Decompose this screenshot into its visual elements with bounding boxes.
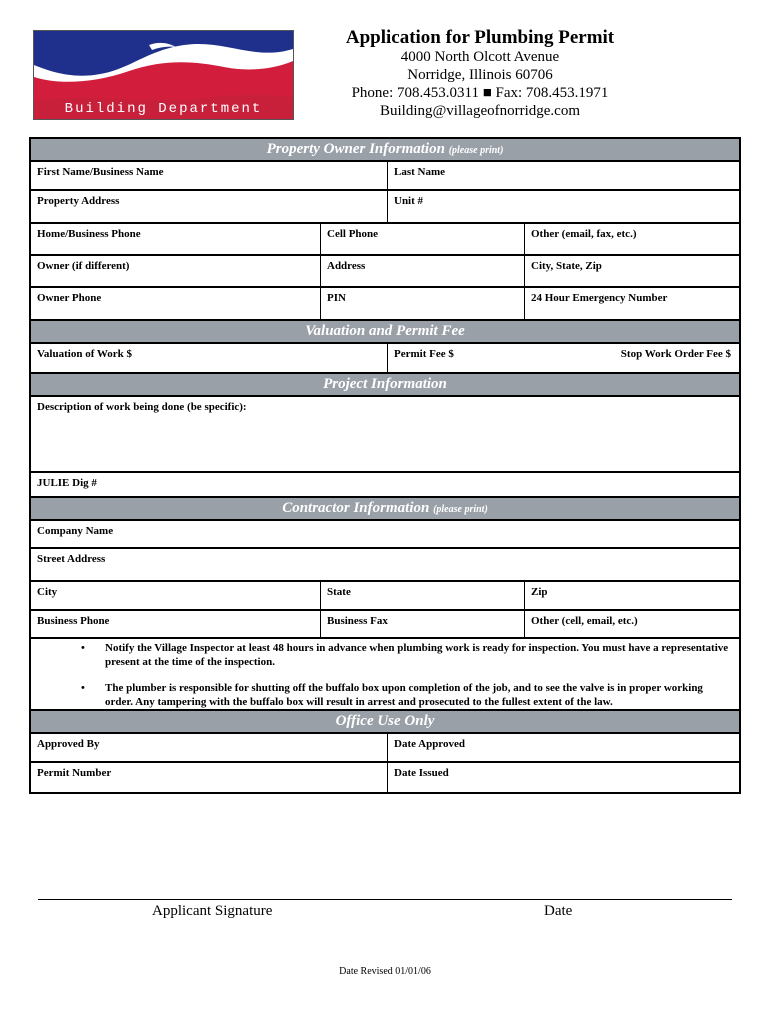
business-phone-label: Business Phone [37,615,110,627]
stop-work-fee-label: Stop Work Order Fee $ [620,348,731,360]
date-revised: Date Revised 01/01/06 [339,966,431,977]
pin-label: PIN [327,292,346,304]
valuation-label: Valuation of Work $ [37,348,133,360]
contractor-other-label: Other (cell, email, etc.) [531,615,638,627]
state-field[interactable] [320,582,524,609]
city-label: City [37,586,58,598]
owner-phone-label: Owner Phone [37,292,102,304]
owner-if-different-label: Owner (if different) [37,260,130,272]
valuation-section-header [31,321,739,344]
owner-address-label: Address [327,260,366,272]
owner-address-field[interactable] [320,256,524,286]
permit-number-field[interactable] [31,763,387,792]
notice-item: • The plumber is responsible for shutting off the buffalo box upon completion of the job, and to see the valve is in proper working order. Any tampering with the buffalo box will result in arrest and prosecuted to the fullest extent of the law. [81,682,703,708]
building-department-logo [33,30,294,120]
unit-field[interactable] [387,191,739,222]
page-title: Application for Plumbing Permit [345,27,615,48]
business-fax-label: Business Fax [327,615,388,627]
address-line-1: 4000 North Olcott Avenue [400,49,560,65]
contractor-section-note: (please print) [433,504,488,515]
notice-item: • Notify the Village Inspector at least 48 hours in advance when plumbing work is ready for inspection. You must have a representative present at the time of the inspection. [81,642,729,668]
emergency-number-label: 24 Hour Emergency Number [531,292,668,304]
owner-other-label: Other (email, fax, etc.) [531,228,637,240]
owner-section-note: (please print) [448,145,504,156]
cell-phone-field[interactable] [320,224,524,254]
office-section-title: Office Use Only [335,713,435,729]
owner-phone-field[interactable] [31,288,320,319]
company-name-label: Company Name [37,525,114,537]
first-name-field[interactable] [31,162,387,189]
company-name-field[interactable] [31,521,739,547]
emergency-number-field[interactable] [524,288,739,319]
permit-fee-label: Permit Fee $ [394,348,454,360]
project-section-header [31,374,739,397]
date-approved-label: Date Approved [394,738,465,750]
description-field[interactable] [31,397,739,471]
valuation-section-title: Valuation and Permit Fee [305,323,465,339]
zip-label: Zip [531,586,548,598]
permit-form [29,137,741,794]
approved-by-field[interactable] [31,734,387,761]
home-phone-field[interactable] [31,224,320,254]
notice-text: Notify the Village Inspector at least 48 hours in advance when plumbing work is ready for inspection. You must have a representative present at the time of the inspection. [105,642,729,668]
last-name-label: Last Name [394,166,446,178]
date-label: Date [544,903,573,919]
zip-field[interactable] [524,582,739,609]
owner-section-header [31,139,739,162]
owner-other-field[interactable] [524,224,739,254]
property-address-field[interactable] [31,191,387,222]
approved-by-label: Approved By [37,738,100,750]
business-phone-field[interactable] [31,611,320,637]
city-state-zip-label: City, State, Zip [531,260,602,272]
home-phone-label: Home/Business Phone [37,228,141,240]
first-name-label: First Name/Business Name [37,166,164,178]
notice-text: The plumber is responsible for shutting off the buffalo box upon completion of the job, and to see the valve is in proper working order. Any tampering with the buffalo box will result in arrest and prosecuted to the fullest extent of the law. [105,682,703,708]
date-approved-field[interactable] [387,734,739,761]
signature-line[interactable] [38,899,732,900]
logo-text: Building Department [64,101,263,117]
project-section-title: Project Information [323,376,447,392]
cell-phone-label: Cell Phone [327,228,379,240]
email: Building@villageofnorridge.com [379,103,581,119]
state-label: State [327,586,351,598]
julie-dig-field[interactable] [31,473,739,496]
owner-section-title: Property Owner Information [266,141,445,157]
address-line-2: Norridge, Illinois 60706 [407,67,553,83]
contractor-section-title: Contractor Information [282,500,430,516]
office-section-header [31,711,739,734]
permit-number-label: Permit Number [37,767,112,779]
date-issued-field[interactable] [387,763,739,792]
city-state-zip-field[interactable] [524,256,739,286]
valuation-field[interactable] [31,344,387,372]
julie-dig-label: JULIE Dig # [37,477,97,489]
owner-if-different-field[interactable] [31,256,320,286]
business-fax-field[interactable] [320,611,524,637]
pin-field[interactable] [320,288,524,319]
last-name-field[interactable] [387,162,739,189]
permit-fee-field[interactable] [387,344,739,372]
applicant-signature-label: Applicant Signature [152,903,273,919]
description-label: Description of work being done (be specific): [37,401,247,413]
street-address-field[interactable] [31,549,739,580]
street-address-label: Street Address [37,553,106,565]
property-address-label: Property Address [37,195,120,207]
city-field[interactable] [31,582,320,609]
unit-label: Unit # [394,195,424,207]
phone-fax: Phone: 708.453.0311 ■ Fax: 708.453.1971 [351,85,609,101]
contractor-other-field[interactable] [524,611,739,637]
contractor-section-header [31,498,739,521]
date-issued-label: Date Issued [394,767,449,779]
notices [31,639,739,711]
